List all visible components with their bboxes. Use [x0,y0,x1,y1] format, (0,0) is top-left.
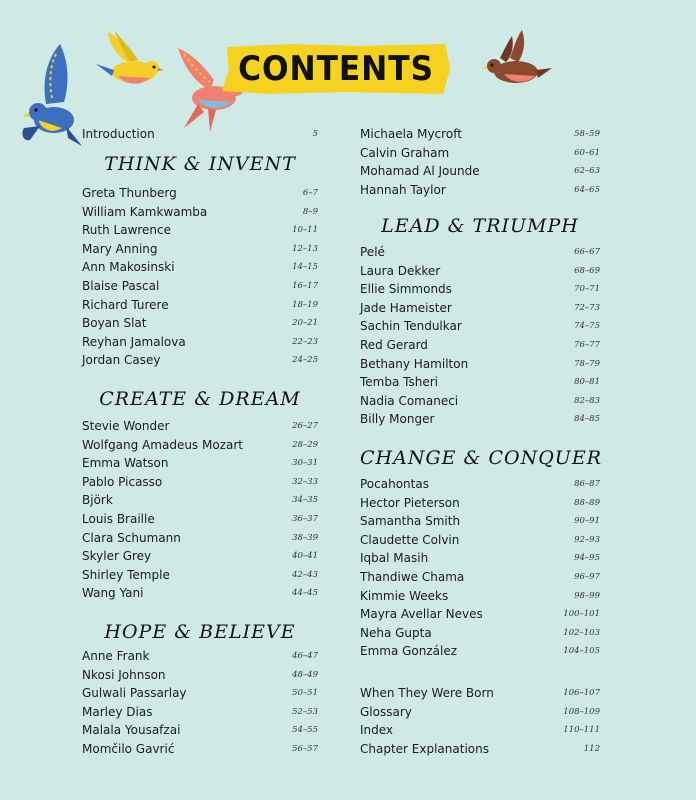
entry-name: Chapter Explanations [360,741,489,756]
toc-entry [82,566,318,584]
toc-entry [82,277,318,295]
entry-page-range: 60–61 [574,147,600,158]
entry-name: Shirley Temple [82,567,170,582]
entry-page-range: 84–85 [574,414,600,425]
entry-name: Mary Anning [82,241,158,256]
entry-name: Mayra Avellar Neves [360,607,483,622]
entry-page-range: 90–91 [574,516,600,527]
entry-name: Ellie Simmonds [360,282,452,297]
entry-page-range: 34–35 [292,495,318,506]
entry-page-range: 12–13 [292,243,318,254]
entry-name: Boyan Slat [82,316,147,331]
entry-name: Index [360,723,394,738]
toc-entry [82,221,318,239]
entry-name: Skyler Grey [82,549,152,564]
entry-name: Hector Pieterson [360,495,460,510]
entry-page-range: 102–103 [563,627,600,638]
toc-entry [82,666,318,684]
entry-name: Iqbal Masih [360,551,429,566]
entry-name: Mohamad Al Jounde [360,164,480,179]
toc-entry [360,740,600,758]
toc-entry [360,605,600,623]
toc-entry [360,125,600,143]
entry-name: Stevie Wonder [82,419,170,433]
entry-name: Anne Frank [82,649,150,663]
entry-page-range: 6–7 [302,188,318,198]
entry-name: Glossary [360,704,412,719]
entry-page-range: 66–67 [574,247,600,257]
entry-name: Pocahontas [360,477,429,491]
entry-name: Reyhan Jamalova [82,334,186,349]
entry-page-range: 10–11 [292,225,318,236]
toc-entry [360,181,600,199]
toc-entry [82,258,318,276]
entry-name: Red Gerard [360,338,428,352]
entry-name: Sachin Tendulkar [360,319,462,334]
toc-entry [360,624,600,642]
entry-name: Pablo Picasso [82,474,163,489]
section-heading: LEAD & TRIUMPH [381,215,579,237]
toc-entry [82,740,318,758]
toc-entry [360,642,600,660]
entry-page-range: 72–73 [574,302,600,313]
entry-page-range: 68–69 [574,265,600,276]
entry-page-range: 104–105 [563,646,600,657]
toc-entry [82,473,318,491]
entry-page-range: 94–95 [574,553,600,564]
entry-page-range: 24–25 [292,355,318,366]
toc-entry [82,703,318,721]
entry-page-range: 36–37 [292,514,318,524]
toc-entry [360,494,600,512]
entry-page-range: 98–99 [574,590,600,601]
entry-page-range: 38–39 [292,532,318,543]
toc-entry [360,721,600,739]
entry-page-range: 70–71 [574,284,600,295]
toc-entry [82,417,318,435]
toc-entry [360,162,600,180]
toc-entry [82,510,318,528]
entry-name: Ruth Lawrence [82,223,172,238]
entry-page-range: 52–53 [292,706,318,717]
toc-entry [82,436,318,454]
entry-name: Blaise Pascal [82,279,160,293]
entry-name: When They Were Born [360,686,494,700]
entry-name: Louis Braille [82,512,155,526]
toc-entry [360,512,600,530]
entry-page-range: 26–27 [292,421,318,431]
section-heading: CHANGE & CONQUER [360,447,602,469]
entry-page-range: 8–9 [302,206,318,217]
entry-page-range: 5 [312,129,318,139]
entry-name: Gulwali Passarlay [82,686,187,701]
toc-entry [360,355,600,373]
toc-entry [82,125,318,143]
toc-entry [360,299,600,317]
brown-bird-icon [482,28,552,92]
entry-name: Kimmie Weeks [360,588,449,603]
entry-page-range: 92–93 [574,534,600,545]
entry-page-range: 106–107 [563,688,600,698]
entry-page-range: 22–23 [292,336,318,347]
toc-entry [82,584,318,602]
toc-entry [82,721,318,739]
entry-page-range: 112 [583,743,600,754]
entry-name: Samantha Smith [360,514,461,529]
toc-entry [82,684,318,702]
entry-page-range: 96–97 [574,572,600,582]
toc-entry [82,314,318,332]
entry-name: Introduction [82,127,155,141]
blue-bird-icon [16,42,88,150]
toc-entry [82,351,318,369]
entry-page-range: 32–33 [292,476,318,487]
toc-entry [360,336,600,354]
entry-page-range: 30–31 [292,458,318,469]
toc-entry [360,587,600,605]
section-heading: HOPE & BELIEVE [104,621,296,643]
entry-name: Ann Makosinski [82,260,175,275]
toc-entry [360,262,600,280]
entry-page-range: 76–77 [574,340,600,350]
entry-name: Nadia Comaneci [360,393,459,408]
entry-name: Pelé [360,245,385,259]
toc-entry [82,454,318,472]
toc-entry [82,296,318,314]
toc-entry [360,549,600,567]
entry-page-range: 100–101 [563,609,600,620]
toc-entry [82,184,318,202]
entry-name: Malala Yousafzai [82,723,181,738]
entry-page-range: 58–59 [574,129,600,139]
entry-page-range: 18–19 [292,299,318,310]
entry-name: William Kamkwamba [82,204,208,219]
entry-page-range: 110–111 [563,725,600,736]
entry-page-range: 44–45 [292,588,318,599]
toc-entry [360,317,600,335]
entry-name: Temba Tsheri [360,375,438,390]
toc-entry [360,392,600,410]
toc-entry [360,684,600,702]
toc-entry [360,475,600,493]
entry-page-range: 48–49 [292,669,318,680]
entry-name: Marley Dias [82,704,153,719]
section-heading: CREATE & DREAM [99,388,301,410]
entry-page-range: 64–65 [574,184,600,195]
entry-name: Richard Turere [82,297,169,312]
entry-name: Claudette Colvin [360,532,460,547]
entry-page-range: 80–81 [574,377,600,388]
entry-name: Jordan Casey [82,353,161,368]
entry-page-range: 78–79 [574,358,600,369]
toc-entry [360,703,600,721]
entry-name: Bethany Hamilton [360,356,469,371]
entry-name: Emma González [360,644,458,659]
section-heading: THINK & INVENT [104,153,296,175]
entry-page-range: 46–47 [292,651,318,661]
toc-entry [360,144,600,162]
entry-name: Emma Watson [82,456,169,471]
entry-name: Jade Hameister [360,300,452,315]
toc-entry [82,529,318,547]
toc-entry [82,491,318,509]
toc-entry [360,373,600,391]
entry-page-range: 28–29 [292,439,318,450]
toc-entry [82,203,318,221]
toc-entry [360,243,600,261]
toc-entry [360,531,600,549]
entry-page-range: 50–51 [292,688,318,699]
toc-entry [360,410,600,428]
entry-page-range: 56–57 [292,744,318,754]
entry-name: Thandiwe Chama [360,570,465,584]
entry-name: Hannah Taylor [360,182,446,197]
entry-page-range: 42–43 [292,569,318,580]
entry-name: Clara Schumann [82,530,181,545]
entry-name: Momčilo Gavrić [82,742,175,756]
toc-entry [82,547,318,565]
entry-page-range: 54–55 [292,725,318,736]
page-title: CONTENTS [238,49,434,89]
toc-entry [360,280,600,298]
entry-page-range: 82–83 [574,395,600,406]
toc-entry [82,240,318,258]
entry-page-range: 14–15 [292,262,318,273]
entry-page-range: 88–89 [574,497,600,508]
entry-name: Neha Gupta [360,625,432,640]
entry-page-range: 62–63 [574,166,600,177]
yellow-bird-icon [88,28,164,92]
entry-name: Nkosi Johnson [82,667,166,682]
entry-name: Michaela Mycroft [360,127,462,141]
toc-entry [82,647,318,665]
entry-name: Wang Yani [82,586,144,601]
entry-name: Greta Thunberg [82,186,177,200]
entry-page-range: 108–109 [563,706,600,717]
entry-name: Wolfgang Amadeus Mozart [82,437,243,452]
entry-name: Calvin Graham [360,145,450,160]
toc-entry [82,333,318,351]
entry-name: Björk [82,493,113,508]
entry-page-range: 16–17 [292,281,318,291]
entry-page-range: 74–75 [574,321,600,332]
entry-page-range: 40–41 [292,551,318,562]
entry-page-range: 20–21 [292,318,318,329]
entry-name: Laura Dekker [360,263,441,278]
toc-entry [360,568,600,586]
entry-page-range: 86–87 [574,479,600,489]
entry-name: Billy Monger [360,412,435,427]
